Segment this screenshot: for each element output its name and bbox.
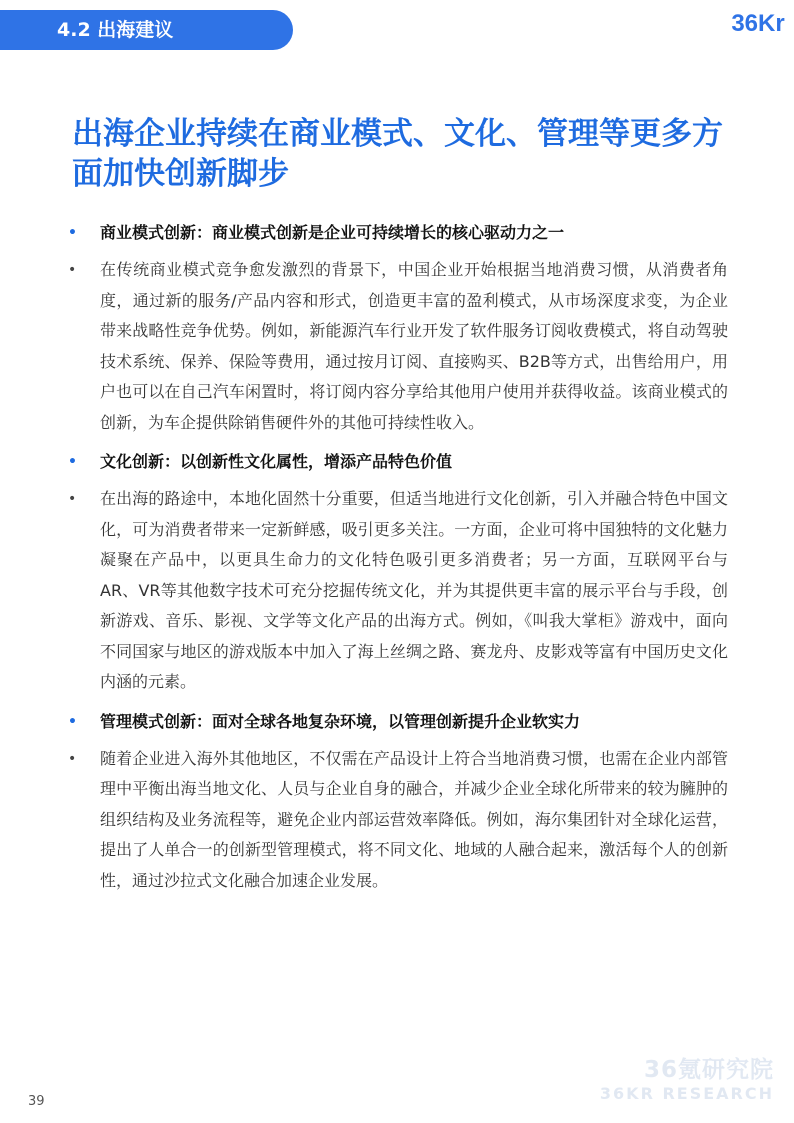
paragraph-text: 在出海的路途中，本地化固然十分重要，但适当地进行文化创新，引入并融合特色中国文化，可为消费者带来一定新鲜感，吸引更多关注。一方面，企业可将中国独特的文化魅力凝聚在产品中，以更具生命力的文化特色吸引更多消费者；另一方面，互联网平台与AR、VR等其他数字技术可充分挖掘传统文化，并为其提供更丰富的展示平台与手段，创新游戏、音乐、影视、文学等文化产品的出海方式。例如，《叫我大掌柜》游戏中，面向不同国家与地区的游戏版本中加入了海上丝绸之路、赛龙舟、皮影戏等富有中国历史文化内涵的元素。 — [100, 489, 728, 691]
watermark-sub: 36KR RESEARCH — [599, 1084, 774, 1103]
bullet-icon: • — [68, 225, 77, 241]
bullet-icon: • — [68, 491, 77, 507]
section-heading-business-model — [68, 221, 728, 245]
svg-text:36Kr: 36Kr — [731, 10, 785, 37]
bullet-icon: • — [68, 750, 77, 767]
bullet-icon: • — [68, 713, 77, 730]
watermark-main: 36氪研究院 — [643, 1057, 774, 1083]
research-watermark — [600, 1051, 774, 1103]
paragraph-text: 随着企业进入海外其他地区，不仅需在产品设计上符合当地消费习惯，也需在企业内部管理中平衡出海当地文化、人员与企业自身的融合，并减少企业全球化所带来的较为臃肿的组织结构及业务流程等，避免企业内部运营效率降低。例如，海尔集团针对全球化运营，提出了人单合一的创新型管理模式，将不同文化、地域的人融合起来，激活每个人的创新性，通过沙拉式文化融合加速企业发展。 — [100, 748, 728, 890]
paragraph-text: 在传统商业模式竞争愈发激烈的背景下，中国企业开始根据当地消费习惯，从消费者角度，通过新的服务/产品内容和形式，创造更丰富的盈利模式，从市场深度求变，为企业带来战略性竞争优势。例如，新能源汽车行业开发了软件服务订阅收费模式，将自动驾驶技术系统、保养、保险等费用，通过按月订阅、直接购买、B2B等方式，出售给用户，用户也可以在自己汽车闲置时，将订阅内容分享给其他用户使用并获得收益。该商业模式的创新，为车企提供除销售硬件外的其他可持续性收入。 — [100, 260, 728, 432]
section-heading-culture — [68, 450, 728, 474]
brand-logo — [684, 0, 794, 60]
section-tab: 4.2 出海建议 — [0, 10, 293, 50]
heading-text: 商业模式创新：商业模式创新是企业可持续增长的核心驱动力之一 — [100, 223, 565, 242]
heading-text: 管理模式创新：面对全球各地复杂环境，以管理创新提升企业软实力 — [100, 711, 581, 731]
content-body — [68, 221, 728, 908]
bullet-icon: • — [68, 262, 77, 278]
paragraph-business-model — [68, 255, 728, 438]
heading-text: 文化创新：以创新性文化属性，增添产品特色价值 — [100, 452, 453, 471]
paragraph-management — [68, 744, 728, 897]
bullet-icon: • — [68, 454, 77, 470]
page-title: 出海企业持续在商业模式、文化、管理等更多方面加快创新脚步 — [72, 116, 723, 192]
section-heading-management — [68, 710, 728, 734]
page-number: 39 — [28, 1094, 45, 1109]
paragraph-culture — [68, 484, 728, 698]
